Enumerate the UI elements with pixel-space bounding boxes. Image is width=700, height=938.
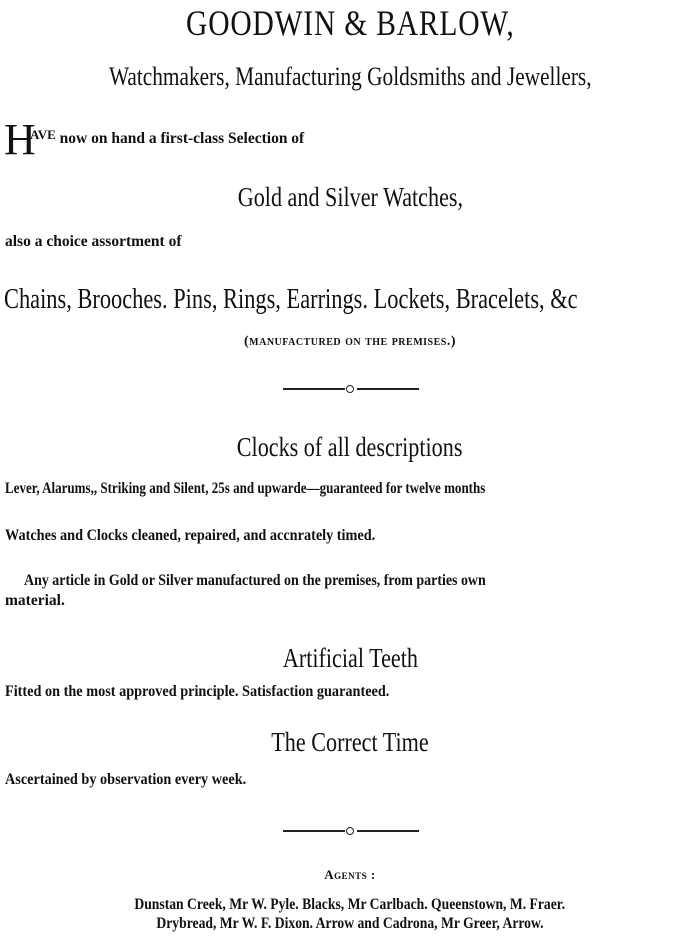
agents-line-1: Dunstan Creek, Mr W. Pyle. Blacks, Mr Carlbach. Queenstown, M. Fraer. [134, 896, 566, 913]
manufactured-note: (manufactured on the premises.) [244, 334, 456, 349]
divider-ornament [283, 383, 419, 395]
jewellery-list: Chains, Brooches. Pins, Rings, Earrings. Lockets, Bracelets, &c [4, 284, 578, 315]
intro-caps: AVE [30, 127, 56, 142]
trade-description: Watchmakers, Manufacturing Goldsmiths and Jewellers, [108, 62, 592, 91]
drop-cap: H [4, 115, 36, 164]
assortment-line: also a choice assortment of [5, 233, 182, 250]
clocks-heading: Clocks of all descriptions [237, 432, 463, 462]
teeth-heading: Artificial Teeth [282, 643, 418, 673]
agents-line-2: Drybread, Mr W. F. Dixon. Arrow and Cadrona, Mr Greer, Arrow. [156, 915, 544, 932]
divider-bar-right [357, 388, 419, 390]
watches-heading: Gold and Silver Watches, [237, 182, 463, 212]
teeth-line: Fitted on the most approved principle. Satisfaction guaranteed. [5, 683, 390, 700]
clocks-line: Lever, Alarums,, Striking and Silent, 25s and upwarde—guaranteed for twelve months [5, 480, 486, 497]
cleaning-line: Watches and Clocks cleaned, repaired, and accnrately timed. [5, 527, 376, 544]
divider-dot [346, 827, 354, 835]
divider-dot [346, 385, 354, 393]
time-heading: The Correct Time [271, 727, 429, 757]
agents-heading: Agents : [324, 867, 376, 882]
articles-line-2: material. [5, 592, 65, 609]
intro-text: now on hand a first-class Selection of [55, 130, 305, 147]
divider-ornament-2 [283, 825, 419, 837]
divider-bar-left [283, 388, 345, 390]
divider-bar-left [283, 830, 345, 832]
articles-line-1: Any article in Gold or Silver manufactured on the premises, from parties own [24, 572, 486, 589]
time-line: Ascertained by observation every week. [5, 771, 247, 788]
intro-line [30, 127, 304, 148]
divider-bar-right [357, 830, 419, 832]
firm-name: GOODWIN & BARLOW, [185, 3, 515, 43]
